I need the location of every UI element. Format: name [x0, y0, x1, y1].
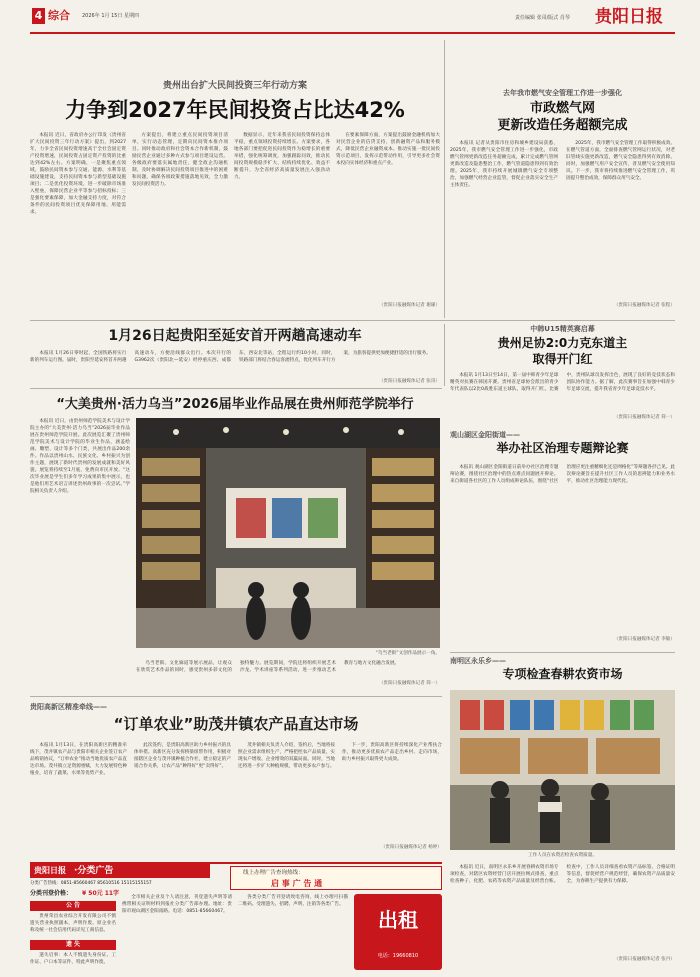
exhibition-photo [136, 418, 440, 648]
article-byline: （贵阳日报融媒体记者 简一） [613, 415, 675, 420]
section-divider [30, 388, 442, 389]
article-byline: （贵阳日报融媒体记者 张哥） [378, 379, 440, 384]
editors-credit: 责任编辑 张哥/版式 肖琴 [515, 15, 570, 21]
article-order-farming [30, 698, 442, 858]
article-community-debate [450, 430, 675, 650]
price-value: ¥ 50元 11字 [82, 890, 120, 897]
article-body: 本报讯 1月13日至14日，第一届中韩青少年足球精英对抗赛在韩国开赛。贵州省足球协会派出的青少年代表队以2比0战胜东道主球队，取得开门红。比赛中，贵州队球员发挥出色，展现了良好的竞技状态和团队协作能力。据了解，此次赛事旨在加强中韩青少年足球交流，提升我省青少年足球竞技水平。 [450, 373, 675, 392]
article-byline: （贵阳日报融媒体记者 张丹） [613, 957, 675, 962]
rental-ad-title: 出租 [378, 908, 418, 932]
article-kicker: 去年我市燃气安全管理工作进一步强化 [503, 89, 622, 97]
article-column: 方案提出，将建立重点民间投资项目清单，实行动态管理，定期向民间资本推介项目。同时推动政府和社会资本合作新机制，鼓励民营企业通过多种方式参与项目建设运营。各级政府要落实属地责任，健全政企沟通机制，及时协调解决民间投资项目推进中的困难和问题，确保各项政策措施落地见效，全力激发民间投资活力。 [132, 133, 228, 187]
classified-ads [30, 862, 442, 970]
article-headline: 市政燃气网 [529, 101, 595, 116]
article-farm-supplies-inspection [450, 656, 675, 966]
classified-title: ·分类广告 [74, 866, 114, 876]
banner-top-text: 线上办理广告查询热线： [243, 870, 304, 876]
rental-ad [354, 894, 442, 970]
article-column: 茂井镇相关负责人介绍，签约后，当地将按照企业需求组织生产，严格把控农产品质量，实现农户增收、企业增效的双赢局面。同时，当地还将进一步扩大种植规模，带动更多农户参与。 [238, 743, 335, 769]
classified-middle-column: 全市相关企业及个人请注意，刊登遗失声明等请携带相关证明材料到报社分类广告部办理。地址：贵阳市观山湖区金阳南路。电话：0851-85660467。 [122, 895, 232, 914]
notice-label: 公 告 [30, 901, 116, 911]
article-body-continued: 乌当老街、文化廊道等展示展品，让观众在欣赏艺术作品的同时，感受贵州多彩文化的独特魅力。展览期间，学院还将组织开展艺术沙龙、学术讲座等系列活动，进一步推动艺术教育与地方文化融合发展。 [136, 661, 400, 673]
article-column: 在要素保障方面，方案提出鼓励金融机构加大对民营企业的信贷支持，创新融资产品和服务模式，降低民营企业融资成本。推动实施一批民间投资示范项目，发挥示范带动作用，引导更多社会资本投向实体经济和重点产业。 [336, 133, 440, 166]
article-body: 本报讯 1月26日零时起，全国铁路将实行新的列车运行图。届时，贵阳至延安将首开两趟高速动车，方便沿线群众出行。本次开行的G3962次（贵阳北—延安）经停重庆西、成都东、西安北等站，全程运行约10小时。同时，铁路部门将结合春运客流特点，优化列车开行方案，为旅客提供更加便捷舒适的出行服务。 [30, 351, 431, 363]
page-number-badge: 4 [32, 8, 45, 24]
masthead-rule [30, 32, 675, 34]
issue-date: 2026年 1月 15日 星期四 [82, 13, 140, 19]
classified-right-column: 各类分类广告刊登请致电咨询，线上办理可扫描二维码。受理遗失、招聘、声明、注销等各类广告。 [238, 895, 348, 907]
article-youth-football [450, 324, 675, 424]
article-headline-line2: 更新改造任务超额完成 [497, 118, 628, 133]
article-column: 此次签约，是贵阳高新区助力乡村振兴的具体举措。高新区充分发挥桥梁纽带作用，积极对接辖区企业与茂井镇种植合作社，建立稳定的产销合作关系，让农产品“种得好”更“卖得好”。 [134, 743, 231, 769]
article-byline: （贵阳日报融媒体记者 李敏） [613, 637, 675, 642]
article-headline: 1月26日起贵阳至延安首开两趟高速动车 [108, 328, 362, 344]
notice-text: 贵州荣昌农业综合开发有限公司不慎遗失营业执照副本，声明作废。原企业名称及统一社会信用代码详见工商信息。 [30, 914, 116, 933]
banner-bottom-text: 启 事 广 告 通 [271, 879, 323, 888]
paper-logo: 贵阳日报 [595, 7, 663, 27]
masthead [0, 0, 700, 38]
article-kicker: 中韩U15精英赛启幕 [530, 325, 595, 333]
article-column: 本报讯 近日，省政府办公厅印发《贵州省扩大民间投资三年行动方案》提出，到2027年，力争全省民间投资增速高于全社会固定资产投资增速，民间投资占固定资产投资的比重达到42%左右。方案明确，一是聚焦重点领域，鼓励民间资本参与交通、能源、水利等基础设施建设，支持民间资本参与新型基础设施项目；二是优化投资环境，进一步破除市场准入壁垒，保障民营企业平等参与招标投标；三是强化要素保障，加大金融支持力度，对符合条件的民间投资项目优先保障用地、用能需求。 [30, 133, 126, 215]
lost-label: 遗 失 [30, 940, 116, 950]
section-divider [450, 652, 675, 653]
photo-caption: “乌当老街”文创作品展示一角。 [375, 651, 440, 656]
article-column: 本报讯 记者从贵阳市住房和城乡建设局获悉，2025年，我市燃气安全管理工作进一步强化，市政燃气管网更新改造任务超额完成，累计完成燃气管网更新改造及隐患整治工作，燃气管道隐患得到有效治理。2025年，我市持续开展城镇燃气安全专项整治，加强燃气经营企业监管，督促企业落实安全生产主体责任。 [450, 141, 558, 188]
article-high-speed-train [30, 324, 440, 384]
article-column: 2025年，我市燃气安全管理工作取得积极成效。在燃气管道方面，全面排查燃气管网运行状况，对老旧管线实施更新改造，燃气安全隐患得到有效消除。同时，加强燃气用户安全宣传，普及燃气安全使用知识。下一步，我市将持续推进燃气安全管理工作，巩固提升整治成效，保障群众用气安全。 [566, 141, 675, 181]
column-divider [444, 324, 445, 386]
article-body: 本报讯 近日，南明区永乐乡开展春耕农资市场专项检查，对辖区农资经营门店开展拉网式排查，重点检查种子、化肥、农药等农资产品质量及经营台账。检查中，工作人员详细查看农资产品标签、合格证明等信息，督促经营户规范经营，确保农资产品质量安全，为春耕生产提供有力保障。 [450, 865, 675, 884]
rental-ad-contact: 电话：19660810 [377, 953, 419, 959]
classified-logo: 贵阳日报 [34, 866, 66, 875]
article-gas-pipeline [450, 40, 675, 315]
article-body: 本报讯 近日，由贵州师范学院美术与设计学院主办的“大美贵州·活力乌当”2026届毕业作品展在贵州师范学院开展。此次展览汇聚了贵州师范学院美术与设计学院的毕业生作品，涵盖绘画、雕塑、设计等多个门类，共展出作品200余件。作品以贵州山水、民族文化、乡村振兴为创作主题，展现了新时代贵州的发展成就和美好风貌。展览将持续至1月底，免费向市民开放。“这次毕业展是学生们多年学习成果的集中展示，也是他们用艺术语言讲述贵州故事的一次尝试。”学院相关负责人介绍。 [30, 419, 130, 494]
article-headline: 力争到2027年民间投资占比达42% [65, 98, 405, 122]
article-headline: “订单农业”助茂井镇农产品直达市场 [113, 715, 359, 733]
article-headline: 举办社区治理专题辩论赛 [496, 441, 629, 455]
article-graduation-exhibition [30, 392, 440, 692]
price-label: 分类刊登价格： [30, 890, 73, 897]
lost-text: 遗失启事：本人不慎遗失身份证、工作证、户口本等证件，特此声明作废。 [30, 953, 116, 965]
article-kicker: 贵阳高新区精准牵线—— [30, 703, 107, 711]
photo-caption: 工作人员在农资店检查农资质量。 [528, 853, 597, 858]
article-headline: 专项检查春耕农资市场 [502, 667, 623, 681]
article-kicker: 观山湖区金阳街道—— [450, 431, 520, 439]
article-column: 本报讯 1月13日，在贵阳高新区的精准牵线下，茂井镇农产品与贵阳市相关企业签订农产品购销协议，“订单农业”推动当地优质农产品直达市场。茂井镇立足资源禀赋，大力发展特色种植业，培育了蔬菜、水果等优势产业。 [30, 743, 127, 776]
section-name: 综合 [48, 9, 70, 22]
article-kicker: 南明区永乐乡—— [450, 657, 506, 665]
article-kicker: 贵州出台扩大民间投资三年行动方案 [162, 81, 307, 91]
article-headline: “大美贵州·活力乌当”2026届毕业作品展在贵州师范学院举行 [56, 397, 414, 412]
article-byline: （贵阳日报融媒体记者 杨婷） [380, 845, 442, 850]
article-byline: （贵阳日报融媒体记者 张程） [613, 303, 675, 308]
article-headline: 贵州足协2:0力克东道主 [497, 336, 628, 350]
classified-hotline: 分类广告热线：0851-85660467 85610516 15115155157 [30, 881, 152, 886]
article-column: 下一步，贵阳高新区将持续深化产业帮扶合作，推动更多优质农产品走出乡村、走向市场，助力乡村振兴取得更大成效。 [342, 743, 442, 762]
exhibition-photo-illustration [136, 418, 440, 648]
article-headline-line2: 取得开门红 [532, 352, 593, 366]
farm-supplies-photo-illustration [450, 690, 675, 850]
section-divider [30, 320, 675, 321]
column-divider [444, 40, 445, 318]
article-byline: （贵阳日报融媒体记者 简一） [378, 681, 440, 686]
article-byline: （贵阳日报融媒体记者 谢谦） [378, 303, 440, 308]
online-ad-banner [230, 866, 442, 890]
article-column: 数据显示，近年来我省民间投资保持总体平稳，重点领域投资持续增长。方案要求，各地各部门要把促进民间投资作为稳增长的重要举措，强化统筹调度，加强跟踪问效，推动民间投资规模稳步扩大、结构持续优化、效益不断提升，为全省经济高质量发展注入强劲动力。 [234, 133, 330, 180]
farm-supplies-photo [450, 690, 675, 850]
article-private-investment [30, 40, 440, 315]
section-divider [30, 696, 442, 697]
article-body: 本报讯 观山湖区金阳街道日前举办社区治理专题辩论赛，围绕社区治理中的热点难点问题展开辩论。来自街道各社区的工作人员组成辩论队伍，围绕“社区治理应更注重精细化还是网格化”等辩题各抒己见。此次辩论赛旨在提升社区工作人员的思辨能力和业务水平，推动社区治理能力现代化。 [450, 465, 675, 484]
